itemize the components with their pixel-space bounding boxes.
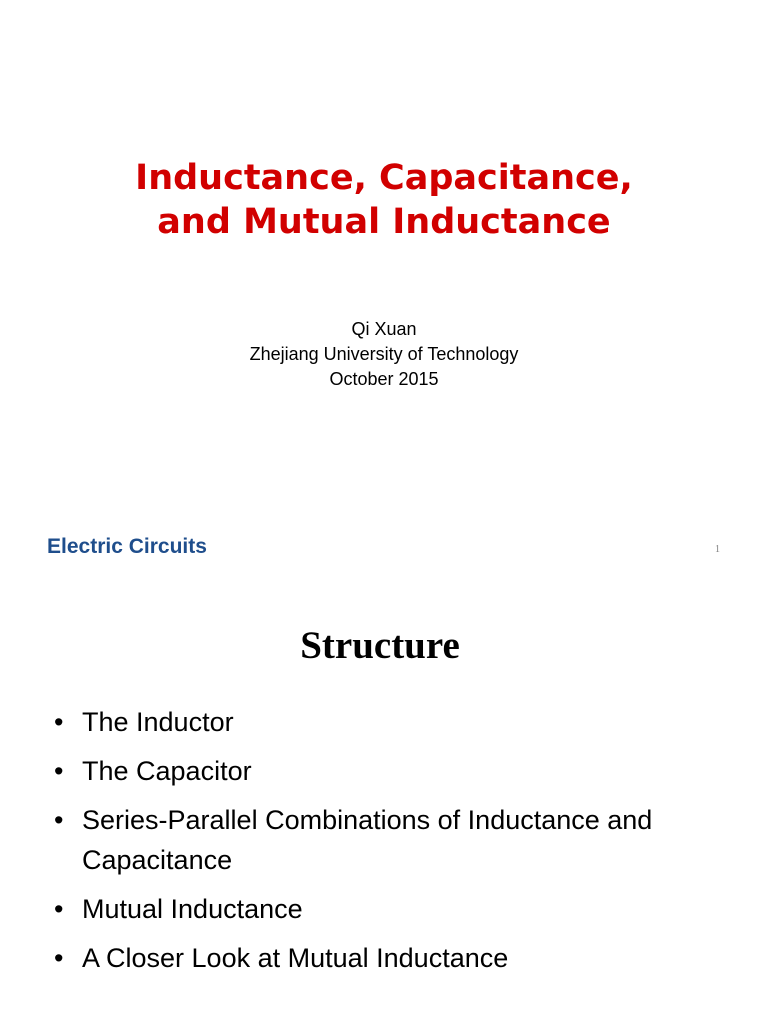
author-name: Qi Xuan <box>351 319 417 339</box>
author-block <box>0 317 768 392</box>
bullet-symbol: • <box>54 805 64 835</box>
structure-heading: Structure <box>300 624 460 667</box>
bullet-item <box>52 889 742 929</box>
slide-title-line-2: and Mutual Inductance <box>157 202 611 242</box>
bullet-text: Mutual Inductance <box>82 894 303 924</box>
bullet-item <box>52 800 742 880</box>
bullet-item <box>52 751 742 791</box>
slide-number: 1 <box>715 544 720 555</box>
bullet-symbol: • <box>54 894 64 924</box>
bullet-symbol: • <box>54 943 64 973</box>
bullet-item <box>52 938 742 978</box>
institution-name: Zhejiang University of Technology <box>249 344 519 364</box>
bullet-text: A Closer Look at Mutual Inductance <box>82 943 509 973</box>
bullet-text: Series-Parallel Combinations of Inductance and Capacitance <box>82 805 653 875</box>
structure-bullet-list <box>52 702 742 987</box>
structure-slide <box>0 576 768 1024</box>
presentation-date: October 2015 <box>329 369 439 389</box>
bullet-text: The Inductor <box>82 707 234 737</box>
bullet-symbol: • <box>54 756 64 786</box>
bullet-item <box>52 702 742 742</box>
bullet-symbol: • <box>54 707 64 737</box>
course-footer-label: Electric Circuits <box>47 535 207 558</box>
slide-title-line-1: Inductance, Capacitance, <box>135 158 633 198</box>
bullet-text: The Capacitor <box>82 756 252 786</box>
